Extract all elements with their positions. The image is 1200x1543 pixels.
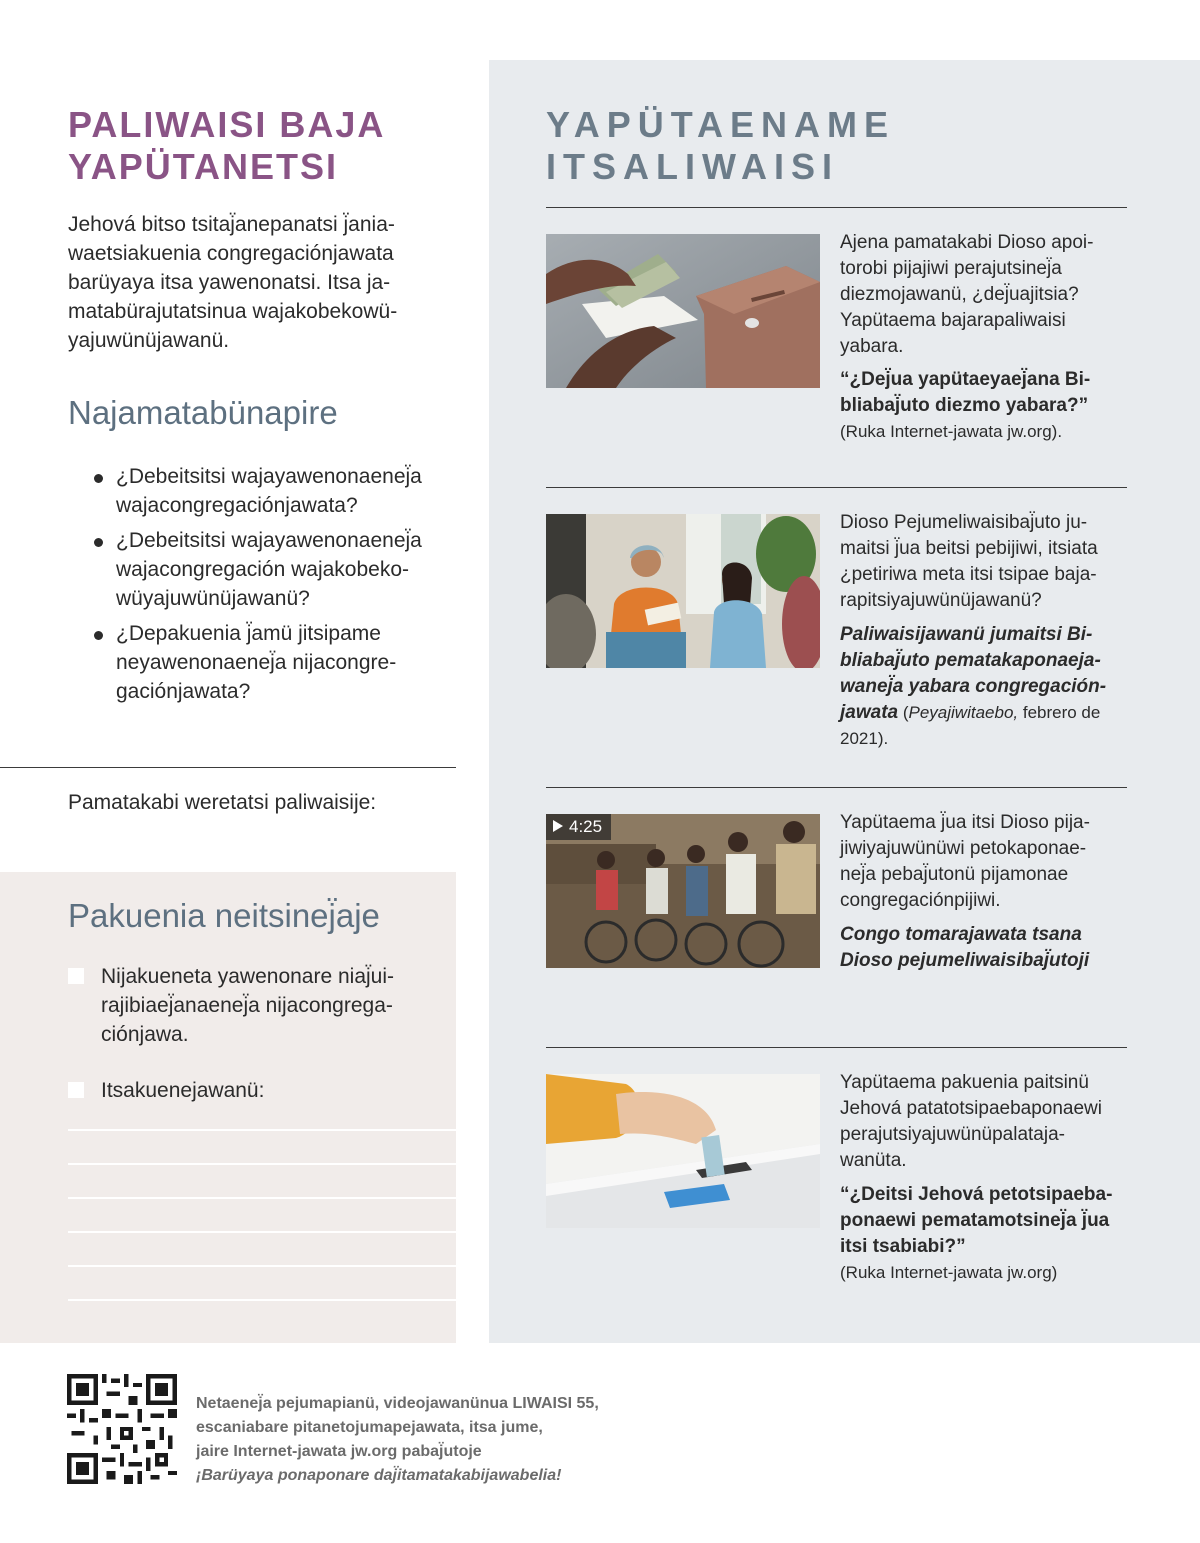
footer-tagline: ¡Barüyaya ponaponare daj̈itamatakabijawabelia! <box>196 1467 562 1484</box>
questions-list <box>90 462 460 712</box>
resource-title[interactable]: “¿Dej̈ua yapütaeyaej̈ana Bi- bliabaj̈uto diezmo yabara?” (Ruka Internet-jawata jw.org). <box>840 367 1130 445</box>
write-in-line[interactable] <box>68 1265 456 1267</box>
resource-description: Ajena pamatakabi Dioso apoi- torobi pijajiwi perajutsinej̈a diezmojawanü, ¿dej̈uajitsia? Yapütaema bajarapaliwaisi yabara. <box>840 232 1094 357</box>
resource-divider <box>546 207 1127 208</box>
question-item: ¿Depakuenia j̈amü jitsipame neyawenonaenej̈a nijacongre- gaciónjawata? <box>90 619 460 706</box>
donation-slot-image[interactable] <box>546 1074 820 1228</box>
bible-study-group-image[interactable] <box>546 514 820 668</box>
option-row[interactable] <box>68 962 438 1049</box>
resource-divider <box>546 1047 1127 1048</box>
option-row[interactable] <box>68 1076 438 1105</box>
bible-study-label: Pamatakabi weretatsi paliwaisije: <box>68 791 377 814</box>
option-label: Nijakueneta yawenonare niaj̈ui- rajibiaej̈anaenej̈a nijacongrega- ciónjawa. <box>101 965 395 1046</box>
resource-title[interactable]: Congo tomarajawata tsana Dioso pejumeliwaisibaj̈utoji <box>840 924 1090 971</box>
resource-note: (Ruka Internet-jawata jw.org) <box>840 1263 1058 1282</box>
questions-heading: Najamatabünapire <box>68 394 338 431</box>
question-item: ¿Debeitsitsi wajayawenonaenej̈a wajacongregación wajakobeko- wüyajuwünüjawanü? <box>90 526 460 613</box>
response-box-title: Pakuenia neitsinej̈aje <box>68 897 380 934</box>
write-in-line[interactable] <box>68 1163 456 1165</box>
tithe-donation-box-image[interactable] <box>546 234 820 388</box>
resource-title[interactable]: Paliwaisijawanü jumaitsi Bi- bliabaj̈uto pematakaponaeja- wanej̈a yabara congregación- jawata (Peyajiwitaebo, febrero de 2021). <box>840 622 1130 752</box>
resource-description: Yapütaema j̈ua itsi Dioso pija- jiwiyajuwünüwi petokaponae- nej̈a pebaj̈utonü pijamonae congregaciónpijiwi. <box>840 812 1090 911</box>
resource-divider <box>546 787 1127 788</box>
section-divider <box>0 767 456 768</box>
resource-note: 2021). <box>840 729 889 748</box>
footer-text: Netaenej̈a pejumapianü, videojawanünua LIWAISI 55, escaniabare pitanetojumapejawata, itsa jume, jaire Internet-jawata jw.org pabaj̈utoje ¡Barüyaya ponaponare daj̈itamatakabijawabelia! <box>196 1392 716 1488</box>
page-title: PALIWAISI BAJA YAPÜTANETSI <box>68 104 386 187</box>
write-in-line[interactable] <box>68 1231 456 1233</box>
play-icon <box>553 820 563 832</box>
qr-code[interactable] <box>67 1374 177 1484</box>
resource-description: Yapütaema pakuenia paitsinü Jehová patatotsipaebaponaewi perajutsiyajuwünüpalataja- wanüta. <box>840 1072 1102 1171</box>
resources-heading: YAPÜTAENAME ITSALIWAISI <box>546 104 896 187</box>
write-in-line[interactable] <box>68 1299 456 1301</box>
write-in-line[interactable] <box>68 1129 456 1131</box>
resource-title[interactable]: “¿Deitsi Jehová petotsipaeba- ponaewi pematamotsinej̈a j̈ua itsi tsabiabi?” (Ruka Internet-jawata jw.org) <box>840 1182 1130 1286</box>
checkbox[interactable] <box>68 1082 84 1098</box>
congo-bicycles-video-image[interactable] <box>546 814 820 968</box>
resource-divider <box>546 487 1127 488</box>
option-label: Itsakuenejawanü: <box>101 1079 265 1102</box>
response-box <box>0 872 456 1343</box>
question-item: ¿Debeitsitsi wajayawenonaenej̈a wajacongregaciónjawata? <box>90 462 460 520</box>
checkbox[interactable] <box>68 968 84 984</box>
resource-note: (Ruka Internet-jawata jw.org). <box>840 422 1063 441</box>
intro-paragraph: Jehová bitso tsitaj̈anepanatsi j̈ania- waetsiakuenia congregaciónjawata barüyaya itsa yawenonatsi. Itsa ja- matabürajutatsinua wajakobekowü- yajuwünüjawanü. <box>68 213 398 352</box>
resource-description: Dioso Pejumeliwaisibaj̈uto ju- maitsi j̈ua beitsi pebijiwi, itsiata ¿petiriwa meta itsi tsipae baja- rapitsiyajuwünüjawanü? <box>840 512 1098 611</box>
video-duration-badge: 4:25 <box>546 814 611 840</box>
write-in-line[interactable] <box>68 1197 456 1199</box>
